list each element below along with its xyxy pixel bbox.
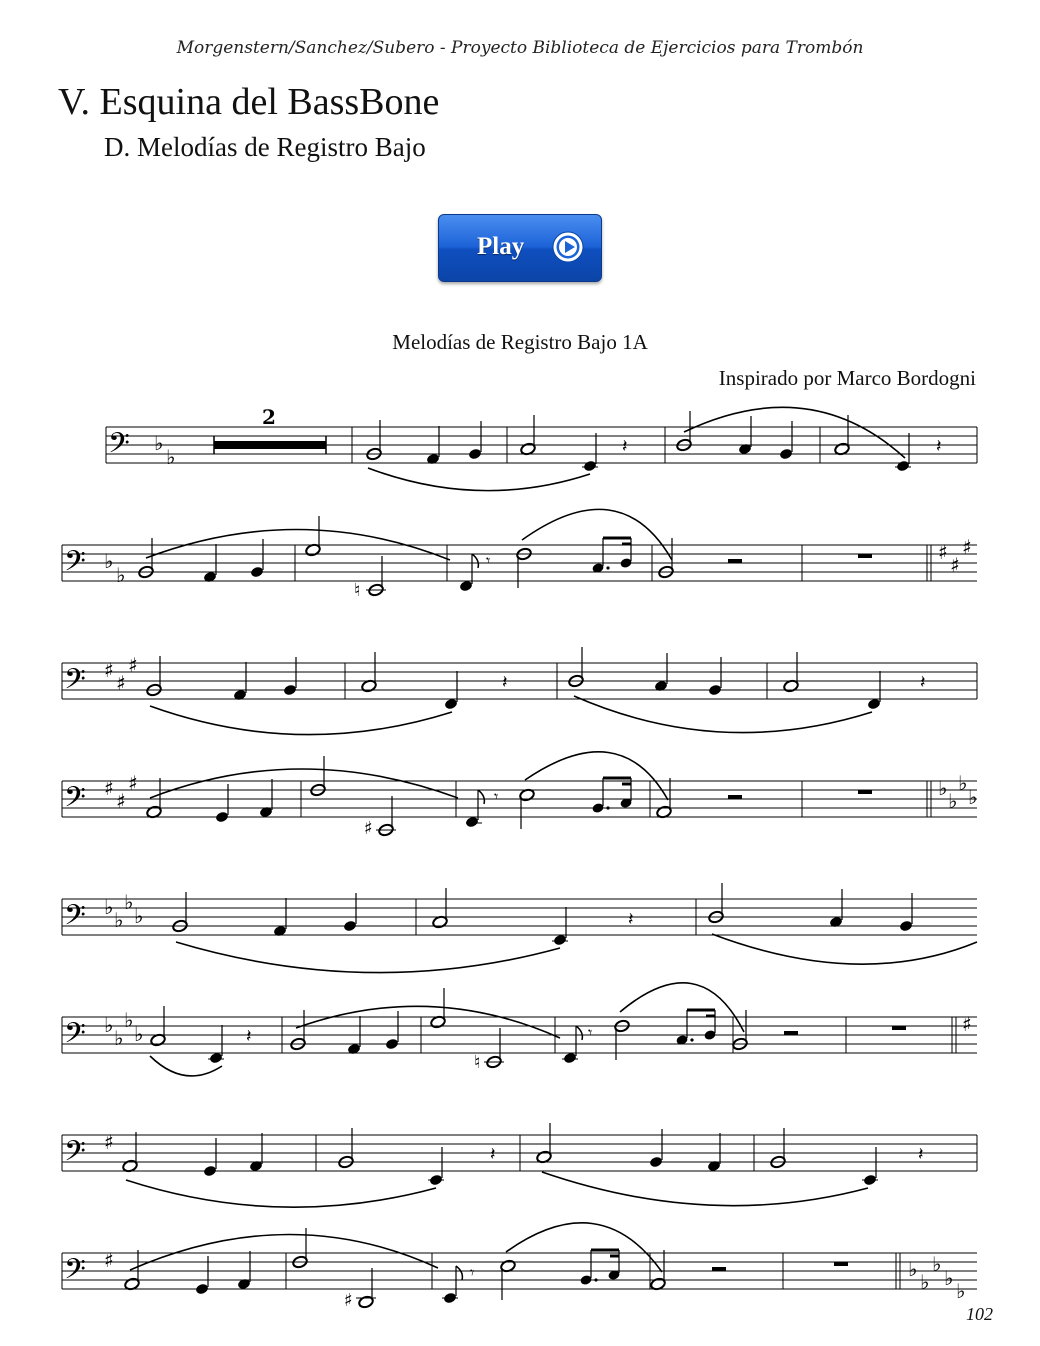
flat-icon: ♭ [114,908,124,932]
bass-clef-icon: 𝄢 [64,1135,86,1175]
staff-system-6 [62,983,977,1076]
flat-icon: ♭ [956,1279,966,1303]
flat-icon: ♭ [944,1266,954,1290]
quarter-rest-icon: 𝄽 [490,1144,496,1165]
sharp-icon: ♯ [962,535,972,559]
slur [525,752,668,800]
quarter-rest-icon: 𝄽 [246,1026,252,1047]
flat-icon: ♭ [968,785,978,809]
flat-icon: ♭ [166,445,176,469]
sharp-icon: ♯ [104,776,114,800]
whole-rest-icon [858,554,872,558]
staff-system-2 [62,509,977,601]
flat-icon: ♭ [104,895,114,919]
staff-system-8 [62,1223,977,1311]
slur [542,1172,868,1206]
flat-icon: ♭ [908,1257,918,1281]
section-title: V. Esquina del BassBone [58,81,440,123]
quarter-rest-icon: 𝄽 [628,909,634,930]
half-rest-icon [784,1031,798,1035]
natural-icon: ♮ [474,1052,481,1073]
whole-rest-icon [892,1026,906,1030]
sharp-icon: ♯ [344,1290,353,1311]
staff-system-3 [62,647,977,735]
natural-icon: ♮ [354,580,361,601]
flat-icon: ♭ [932,1252,942,1276]
whole-rest-icon [834,1262,848,1266]
slur [176,942,560,973]
sharp-icon: ♯ [364,818,373,839]
sharp-icon: ♯ [950,553,960,577]
slur [150,769,458,798]
quarter-rest-icon: 𝄽 [936,436,942,457]
section-subtitle: D. Melodías de Registro Bajo [104,132,426,162]
quarter-rest-icon: 𝄽 [622,436,628,457]
slur [126,1180,436,1207]
sharp-icon: ♯ [128,771,138,795]
flat-icon: ♭ [134,904,144,928]
sharp-icon: ♯ [104,658,114,682]
staff-system-7 [62,1123,977,1207]
flat-icon: ♭ [114,1026,124,1050]
running-header: Morgenstern/Sanchez/Subero - Proyecto Biblioteca de Ejercicios para Trombón [176,38,864,58]
flat-icon: ♭ [124,890,134,914]
slur [684,407,905,458]
play-button-label: Play [477,233,525,260]
bass-clef-icon: 𝄢 [64,899,86,939]
staff-system-4 [62,752,977,839]
slur [130,1234,438,1270]
sharp-icon: ♯ [104,1130,114,1154]
quarter-rest-icon: 𝄽 [920,672,926,693]
bass-clef-icon: 𝄢 [64,1017,86,1057]
bass-clef-icon: 𝄢 [64,663,86,703]
flat-icon: ♭ [920,1270,930,1294]
slur [712,934,977,964]
half-rest-icon [712,1267,726,1271]
sharp-icon: ♯ [128,653,138,677]
bass-clef-icon: 𝄢 [64,545,86,585]
sharp-icon: ♯ [116,789,126,813]
flat-icon: ♭ [134,1022,144,1046]
sharp-icon: ♯ [116,671,126,695]
flat-icon: ♭ [116,563,126,587]
piece-title: Melodías de Registro Bajo 1A [392,330,648,354]
staff-system-1 [106,405,977,491]
flat-icon: ♭ [154,431,164,455]
flat-icon: ♭ [958,771,968,795]
whole-rest-icon [858,790,872,794]
flat-icon: ♭ [124,1008,134,1032]
half-rest-icon [728,795,742,799]
staff-system-5 [62,883,977,973]
multi-measure-rest [214,441,326,449]
slur [522,509,672,560]
flat-icon: ♭ [104,1013,114,1037]
composer-credit: Inspirado por Marco Bordogni [718,366,976,390]
slur [150,706,452,735]
eighth-rest-icon: 𝄾 [486,551,491,570]
sharp-icon: ♯ [104,1248,114,1272]
slur [574,696,872,733]
eighth-rest-icon: 𝄾 [588,1023,593,1042]
sharp-icon: ♯ [962,1012,972,1036]
flat-icon: ♭ [938,776,948,800]
sharp-icon: ♯ [938,540,948,564]
bass-clef-icon: 𝄢 [64,781,86,821]
slur [368,468,590,491]
quarter-rest-icon: 𝄽 [918,1144,924,1165]
multirest-count: 2 [262,405,276,429]
eighth-rest-icon: 𝄾 [470,1263,475,1282]
flat-icon: ♭ [948,789,958,813]
slur [620,983,744,1032]
slur [296,1006,560,1038]
flat-icon: ♭ [104,549,114,573]
bass-clef-icon: 𝄢 [64,1253,86,1293]
quarter-rest-icon: 𝄽 [502,672,508,693]
page-number: 102 [966,1304,993,1324]
measure [520,415,628,472]
slur [506,1223,662,1272]
eighth-rest-icon: 𝄾 [494,787,499,806]
half-rest-icon [728,559,742,563]
bass-clef-icon: 𝄢 [108,427,130,467]
